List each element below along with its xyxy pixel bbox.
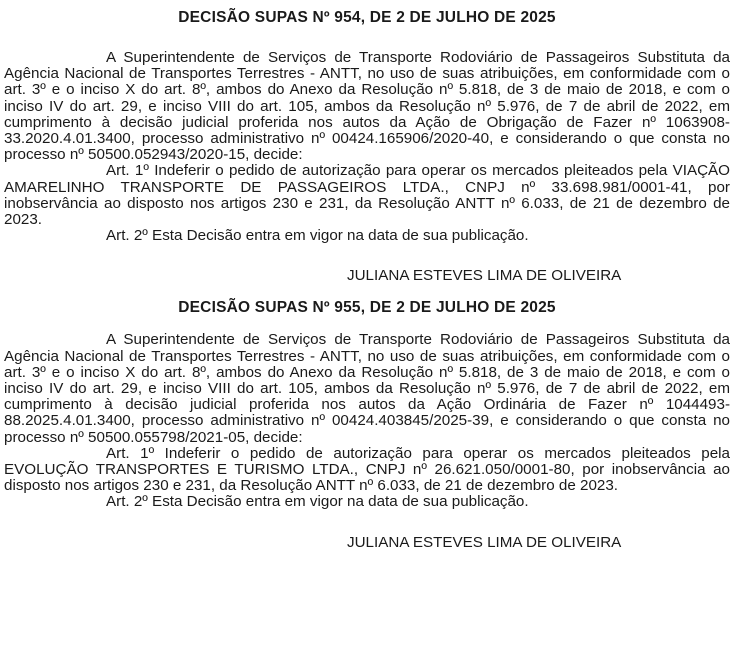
preamble-paragraph: A Superintendente de Serviços de Transporte Rodoviário de Passageiros Substituta da Agência Nacional de Transportes Terrestres - ANTT, no uso de suas atribuições, em conformidade com o art. 3º e o inciso X do art. 8º, ambos do Anexo da Resolução nº 5.818, de 3 de maio de 2018, e com o inciso IV do art. 29, e inciso VIII do art. 105, ambos da Resolução nº 5.976, de 7 de abril de 2022, em cumprimento à decisão judicial proferida nos autos da Ação Ordinária de Fazer nº 1044493-88.2025.4.01.3400, processo administrativo nº 00424.403845/2025-39, e considerando o que consta no processo nº 50500.055798/2021-05, decide: (4, 331, 730, 446)
decision-body (4, 30, 730, 244)
decision-title: DECISÃO SUPAS Nº 955, DE 2 DE JULHO DE 2025 (178, 299, 556, 317)
article-2-paragraph: Art. 2º Esta Decisão entra em vigor na data de sua publicação. (106, 227, 529, 245)
article-1-paragraph: Art. 1º Indeferir o pedido de autorização para operar os mercados pleiteados pela EVOLUÇÃO TRANSPORTES E TURISMO LTDA., CNPJ nº 26.621.050/0001-80, por inobservância ao disposto nos artigos 230 e 231, da Resolução ANTT nº 6.033, de 21 de dezembro de 2023. (4, 444, 730, 495)
decision-body (4, 320, 730, 510)
preamble-paragraph: A Superintendente de Serviços de Transporte Rodoviário de Passageiros Substituta da Agência Nacional de Transportes Terrestres - ANTT, no uso de suas atribuições, em conformidade com o art. 3º e o inciso X do art. 8º, ambos do Anexo da Resolução nº 5.818, de 3 de maio de 2018, e com o inciso IV do art. 29, e inciso VIII do art. 105, ambos da Resolução nº 5.976, de 7 de abril de 2022, em cumprimento à decisão judicial proferida nos autos da Ação de Obrigação de Fazer nº 1063908-33.2020.4.01.3400, processo administrativo nº 00424.165906/2020-40, e considerando o que consta no processo nº 50500.052943/2020-15, decide: (4, 49, 730, 164)
decision-title: DECISÃO SUPAS Nº 954, DE 2 DE JULHO DE 2025 (178, 9, 556, 26)
article-2-paragraph: Art. 2º Esta Decisão entra em vigor na data de sua publicação. (106, 493, 529, 511)
signature: JULIANA ESTEVES LIMA DE OLIVEIRA (347, 533, 622, 551)
decision-954 (4, 0, 730, 284)
article-1-paragraph: Art. 1º Indeferir o pedido de autorização para operar os mercados pleiteados pela VIAÇÃO AMARELINHO TRANSPORTE DE PASSAGEIROS LTDA., CNPJ nº 33.698.981/0001-41, por inobservância ao disposto nos artigos 230 e 231, da Resolução ANTT nº 6.033, de 21 de dezembro de 2023. (4, 162, 730, 229)
signature: JULIANA ESTEVES LIMA DE OLIVEIRA (347, 267, 622, 285)
document-page (4, 0, 730, 551)
decision-955 (4, 284, 730, 550)
